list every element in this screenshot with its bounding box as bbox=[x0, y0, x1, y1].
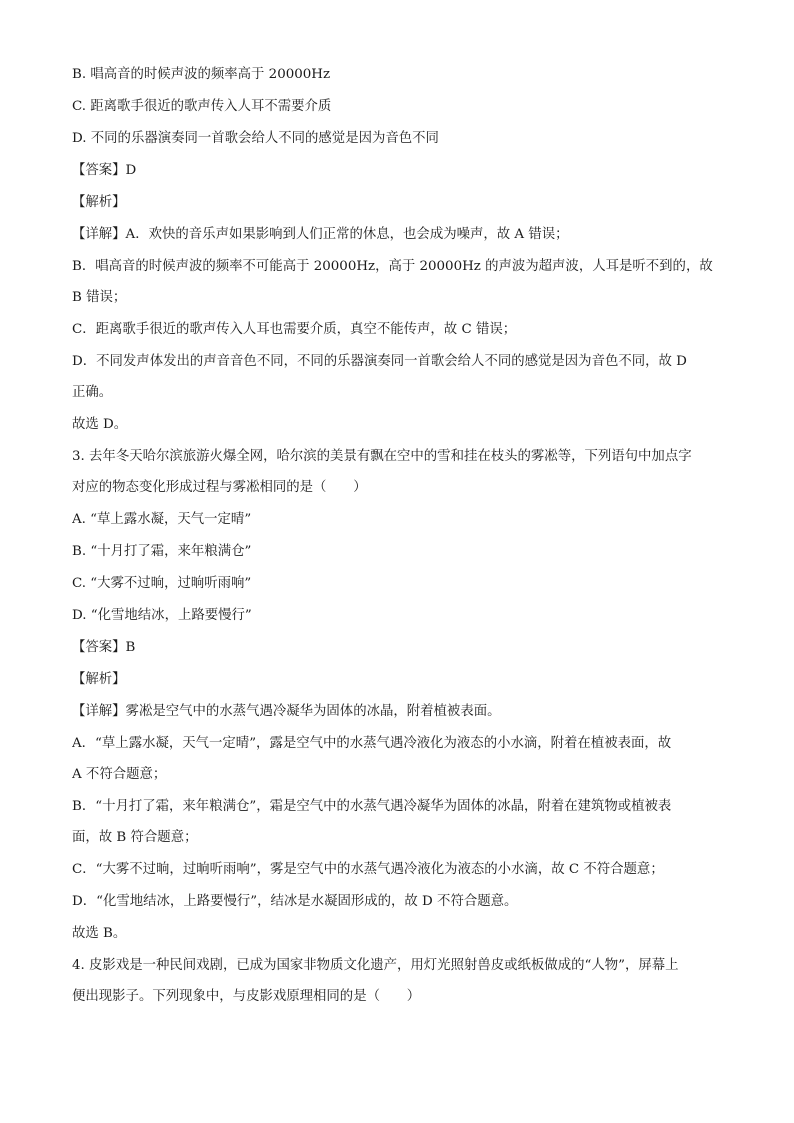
q2-detail-line: B 错误； bbox=[72, 290, 127, 305]
q2-analysis-label: 【解析】 bbox=[72, 195, 126, 210]
q4-stem-line: 便出现影子。下列现象中，与皮影戏原理相同的是（ ） bbox=[72, 989, 421, 1004]
q4-stem-line: 4. 皮影戏是一种民间戏剧，已成为国家非物质文化遗产，用灯光照射兽皮或纸板做成的“人物”，屏幕上 bbox=[72, 958, 679, 973]
q3-option-c: C. “大雾不过晌，过晌听雨响” bbox=[72, 576, 252, 591]
q2-detail-line: C．距离歌手很近的歌声传入人耳也需要介质，真空不能传声，故 C 错误； bbox=[72, 322, 517, 337]
q3-option-d: D. “化雪地结冰，上路要慢行” bbox=[72, 608, 252, 623]
q3-detail-line: C．“大雾不过晌，过晌听雨响”，雾是空气中的水蒸气遇冷液化为液态的小水滴，故 C 不符合题意； bbox=[72, 862, 664, 877]
q3-detail-line: 【详解】雾凇是空气中的水蒸气遇冷凝华为固体的冰晶，附着植被表面。 bbox=[72, 704, 501, 719]
q2-detail-line: 正确。 bbox=[72, 385, 113, 400]
document-page bbox=[72, 64, 722, 1018]
q3-stem-line: 3. 去年冬天哈尔滨旅游火爆全网，哈尔滨的美景有飘在空中的雪和挂在枝头的雾凇等，下列语句中加点字 bbox=[72, 449, 692, 464]
q3-option-a: A. “草上露水凝，天气一定晴” bbox=[72, 512, 252, 527]
q2-answer: 【答案】D bbox=[72, 163, 137, 178]
q3-detail-line: B．“十月打了霜，来年粮满仓”，霜是空气中的水蒸气遇冷凝华为固体的冰晶，附着在建筑物或植被表 bbox=[72, 799, 672, 814]
q2-detail-line: 【详解】A．欢快的音乐声如果影响到人们正常的休息，也会成为噪声，故 A 错误； bbox=[72, 227, 569, 242]
q3-detail-line: 面，故 B 符合题意； bbox=[72, 830, 198, 845]
q2-detail-line: D．不同发声体发出的声音音色不同，不同的乐器演奏同一首歌会给人不同的感觉是因为音色不同，故 D bbox=[72, 354, 687, 369]
q3-option-b: B. “十月打了霜，来年粮满仓” bbox=[72, 544, 252, 559]
q3-detail-line: D．“化雪地结冰，上路要慢行”，结冰是水凝固形成的，故 D 不符合题意。 bbox=[72, 894, 518, 909]
q2-option-c: C. 距离歌手很近的歌声传入人耳不需要介质 bbox=[72, 99, 332, 114]
q3-answer: 【答案】B bbox=[72, 640, 136, 655]
q3-analysis-label: 【解析】 bbox=[72, 672, 126, 687]
q2-detail-line: B．唱高音的时候声波的频率不可能高于 20000Hz，高于 20000Hz 的声波为超声波，人耳是听不到的，故 bbox=[72, 259, 713, 274]
q3-conclusion: 故选 B。 bbox=[72, 926, 127, 941]
q2-conclusion: 故选 D。 bbox=[72, 417, 128, 432]
q2-option-d: D. 不同的乐器演奏同一首歌会给人不同的感觉是因为音色不同 bbox=[72, 131, 439, 146]
q3-detail-line: A．“草上露水凝，天气一定晴”，露是空气中的水蒸气遇冷液化为液态的小水滴，附着在植被表面，故 bbox=[72, 736, 672, 751]
q2-option-b: B. 唱高音的时候声波的频率高于 20000Hz bbox=[72, 67, 331, 82]
q3-detail-line: A 不符合题意； bbox=[72, 767, 167, 782]
q3-stem-line: 对应的物态变化形成过程与雾凇相同的是（ ） bbox=[72, 480, 367, 495]
